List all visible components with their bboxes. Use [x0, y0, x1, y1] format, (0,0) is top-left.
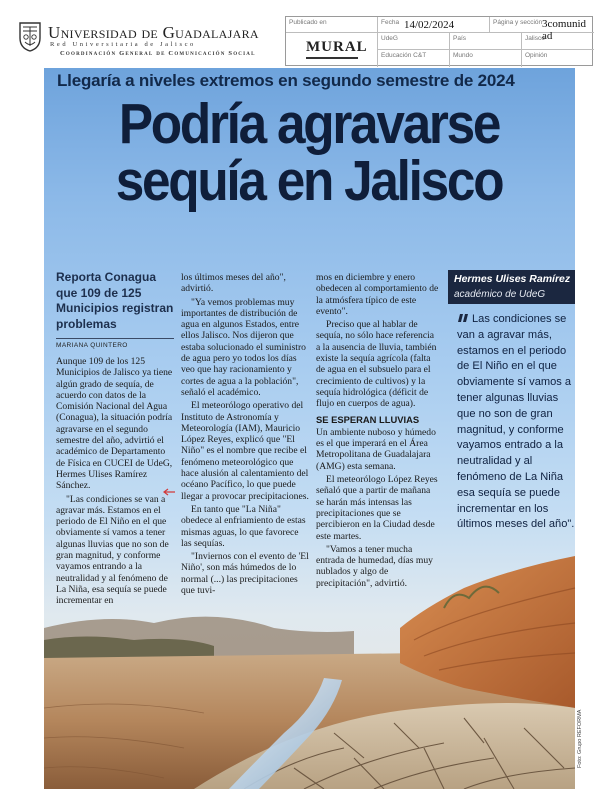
paragraph: "Las condiciones se van a agravar más. Estamos en el periodo de El Niño en el que obviamente sí vamos a tener algunas lluvias que no son de gran magnitud, y conforme vayamos entrando a la neutralidad y al fenómeno de La Niña, esa sequía se puede incrementar en [56, 493, 169, 607]
title-line-2: sequía en Jalisco [115, 149, 503, 213]
section-subheading: SE ESPERAN LLUVIAS [316, 413, 420, 425]
paragraph: "Vamos a tener mucha entrada de humedad, días muy nublados y algo de precipitación", advirtió. [316, 543, 433, 589]
article-column-3 [316, 272, 440, 591]
paragraph: mos en diciembre y enero obedecen al comportamiento de la atmósfera típico de este evento". [316, 272, 439, 317]
pull-quote-text: Las condiciones se van a agravar más, estamos en el periodo de El Niño en el que obviamente sí vamos a tener algunas lluvias que no son de gran magnitud, y conforme vayamos entrado a la neutralidad y al fenómeno de La Niña esa sequía se puede incrementar en los últimos meses del año". [457, 313, 575, 531]
world-label: Mundo [450, 50, 522, 67]
author-name: Hermes Ulises Ramírez [454, 273, 571, 285]
article-column-1 [56, 356, 174, 609]
article-byline: MARIANA QUINTERO [56, 342, 128, 349]
paragraph: "Inviernos con el evento de 'El Niño', son más húmedos de lo normal (...) las precipitaciones que tuvi- [181, 551, 309, 597]
article-deck: Reporta Conagua que 109 de 125 Municipios registran problemas [56, 270, 174, 331]
page-section-label: Página y sección [490, 17, 594, 33]
annotation-arrow-icon [162, 488, 176, 496]
photo-credit: Foto: Grupo REFORMA [577, 709, 583, 768]
published-in-label: Publicado en [286, 17, 378, 33]
article-title [75, 92, 543, 213]
paragraph: Un ambiente nuboso y húmedo es el que imperará en el Área Metropolitana de Guadalajara (AMG) esta semana. [316, 426, 436, 472]
udg-crest-icon [18, 20, 42, 52]
country-label: País [450, 33, 522, 50]
date-value: 14/02/2024 [404, 19, 455, 31]
page-value: 3comunid [542, 18, 586, 30]
page-value-continued: ad [542, 30, 553, 42]
udeg-label: UdeG [378, 33, 450, 50]
paragraph: "Ya vemos problemas muy importantes de distribución de agua en algunos Estados, entre ellos Jalisco. Nos dijeron que estaba solucionado el suministro de agua pero yo todos los días veo que hay racionamiento y cortes de agua a la población", señaló el académico. [181, 296, 306, 398]
communication-department: Coordinación General de Comunicación Social [60, 50, 256, 57]
author-role: académico de UdeG [454, 289, 546, 300]
paragraph: En tanto que "La Niña" obedece al enfriamiento de estas mismas aguas, lo que favorece las sequías. [181, 503, 306, 549]
pull-quote [457, 312, 575, 533]
publication-metadata-table [285, 16, 593, 66]
date-label: Fecha [378, 17, 490, 33]
publication-underline [306, 57, 358, 59]
title-line-1: Podría agravarse [118, 92, 500, 156]
paragraph: Preciso que al hablar de sequía, no sólo hace referencia a la ausencia de lluvia, también existe la sequía agrícola (falta de agua en el subsuelo para el crecimiento de cultivos) y la sequía hidrológica (déficit de flujo en cuerpos de agua). [316, 319, 437, 410]
article-page [44, 68, 583, 789]
article-column-2 [181, 272, 309, 598]
paragraph: los últimos meses del año", advirtió. [181, 272, 286, 295]
quote-mark-icon [457, 313, 469, 323]
paragraph: El meteorólogo operativo del Instituto de Astronomía y Meteorología (IAM), Mauricio López Reyes, explicó que "El Niño" es el nombre que recibe el fenómeno meteorológico que hace alusión al calentamiento del océano Pacífico, lo que puede llegar a provocar precipitaciones. [181, 400, 309, 502]
paragraph: Aunque 109 de los 125 Municipios de Jalisco ya tiene algún grado de sequía, de acuerdo con datos de la Comisión Nacional del Agua (Conagua), la situación podría agravarse en el segundo semestre del año, advirtió el académico de Departamento de Física en CUCEI de UdeG, Hermes Ulises Ramírez Sánchez. [56, 356, 173, 492]
university-name: Universidad de Guadalajara [48, 23, 259, 42]
educacion-label: Educación C&T [378, 50, 450, 67]
byline-divider [56, 338, 174, 339]
paragraph: El meteorólogo López Reyes señaló que a partir de mañana se harán más intensas las precipitaciones que se percibieron en la Ciudad desde este martes. [316, 474, 438, 542]
article-kicker: Llegaría a niveles extremos en segundo semestre de 2024 [57, 71, 515, 90]
jalisco-label: Jalisco [522, 33, 594, 50]
university-network: Red Universitaria de Jalisco [50, 41, 196, 48]
publication-name: MURAL [306, 39, 368, 55]
quoted-author-box [448, 270, 575, 304]
clipping-header [0, 0, 611, 68]
opinion-label: Opinión [525, 52, 548, 59]
